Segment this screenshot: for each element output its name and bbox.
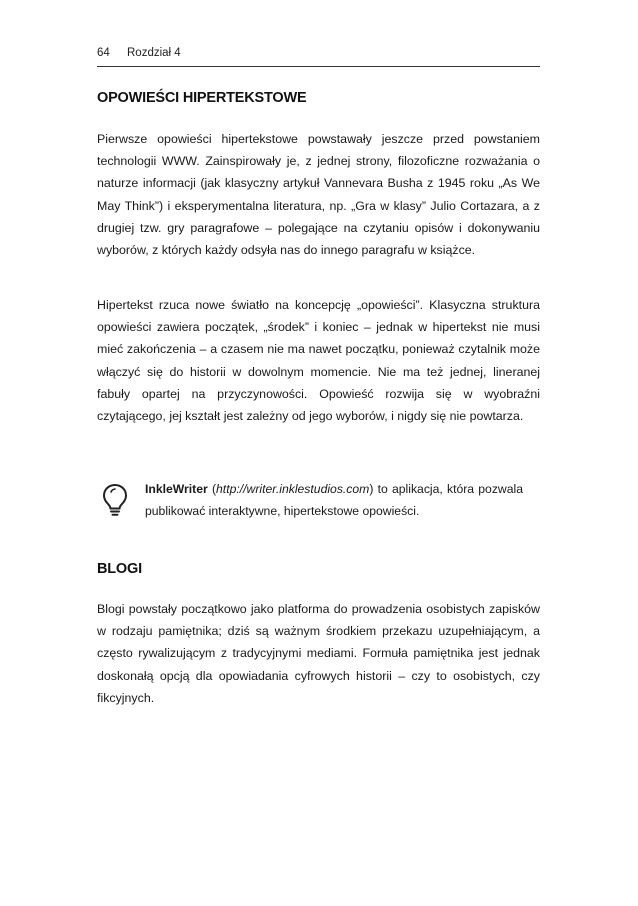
- lightbulb-icon: [102, 483, 128, 517]
- running-head: [97, 47, 540, 59]
- tip-open-paren: (: [207, 482, 217, 496]
- section-heading-opowiesci: OPOWIEŚCI HIPERTEKSTOWE: [97, 90, 307, 106]
- page-number: 64: [97, 47, 110, 59]
- tip-url-link[interactable]: http://writer.inklestudios.com: [216, 482, 370, 496]
- tip-description: ) to aplikacja, która pozwala publikować interaktywne, hipertekstowe opowieści.: [145, 482, 523, 518]
- chapter-title: Rozdział 4: [127, 47, 181, 59]
- paragraph-opowiesci-2: Hipertekst rzuca nowe światło na koncepcję „opowieści”. Klasyczna struktura opowieści zawiera początek, „środek” i koniec – jednak w hipertekst nie musi mieć zakończenia – a czasem nie ma nawet początku, ponieważ czytalnik może włączyć się do historii w dowolnym momencie. Nie ma też jednej, lineranej fabuły opartej na przyczynowości. Opowieść rozwija się w wyobraźni czytającego, jej kształt jest zależny od jego wyborów, i nigdy się nie powtarza.: [97, 298, 540, 424]
- tip-text: [145, 478, 523, 522]
- paragraph-blogi-1: Blogi powstały początkowo jako platforma do prowadzenia osobistych zapisków w rodzaju pamiętnika; dziś są ważnym środkiem przekazu uzupełniającym, a często rywalizującym z tradycyjnymi mediami. Formuła pamiętnika jest jednak doskonałą opcją dla opowiadania cyfrowych historii – czy to osobistych, czy fikcyjnych.: [97, 602, 540, 705]
- header-rule: [97, 66, 540, 67]
- section-heading-blogi: BLOGI: [97, 561, 142, 577]
- tip-app-name: InkleWriter: [145, 482, 208, 496]
- paragraph-opowiesci-1: Pierwsze opowieści hipertekstowe powstawały jeszcze przed powstaniem technologii WWW. Zainspirowały je, z jednej strony, filozoficzne rozważania o naturze informacji (jak klasyczny artykuł Vannevara Busha z 1945 roku „As We May Think”) i eksperymentalna literatura, np. „Gra w klasy” Julio Cortazara, a z drugiej tzw. gry paragrafowe – polegające na czytaniu opisów i dokonywaniu wyborów, z których każdy odsyła nas do innego paragrafu w książce.: [97, 132, 540, 258]
- tip-box: [97, 478, 540, 528]
